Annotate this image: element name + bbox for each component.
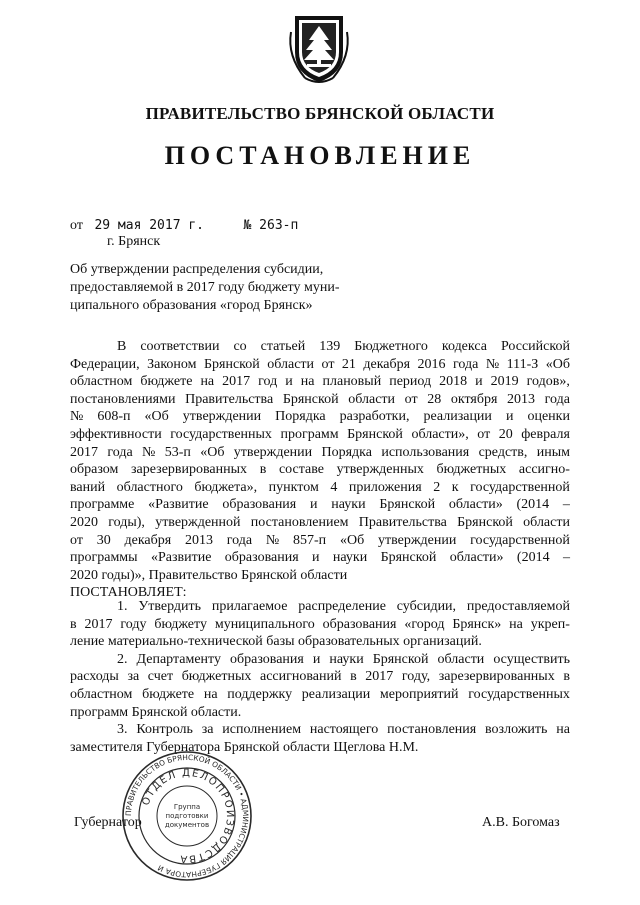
stamp-outer-text: ПРАВИТЕЛЬСТВО БРЯНСКОЙ ОБЛАСТИ • АДМИНИСТРАЦИЯ ГУБЕРНАТОРА И [123,752,251,880]
subject-line: ципального образования «город Брянск» [70,298,313,313]
text-line: эффективности государственных программ Брянской области», от 20 февраля [70,426,570,442]
stamp-center-line: документов [164,821,210,829]
subject-line: предоставляемой в 2017 году бюджету муни- [70,280,340,295]
from-label: от [70,218,83,233]
subject-line: Об утверждении распределения субсидии, [70,262,324,277]
text-line: В соответствии со статьей 139 Бюджетного кодекса Российской [117,339,570,354]
government-name: ПРАВИТЕЛЬСТВО БРЯНСКОЙ ОБЛАСТИ [145,104,495,123]
text-line: постановлениями Правительства Брянской области от 28 октября 2013 года [70,391,570,407]
text-line: 3. Контроль за исполнением настоящего постановления возложить на [117,722,570,738]
text-line: ваний областного бюджета», пунктом 4 приложения 2 к государственной [70,479,570,495]
text-line: от 30 декабря 2013 года № 857-п «Об утверждении государственной [70,532,570,548]
document-date: 29 мая 2017 г. [94,218,205,233]
text-line: 2020 годы)», Правительство Брянской области [70,567,348,583]
document-type-title: ПОСТАНОВЛЕНИЕ [164,141,476,170]
text-line: в 2017 году бюджету муниципального образования «город Брянск» на укреп- [70,616,570,632]
signature-position: Губернатор [74,815,142,830]
text-line: программы «Развитие образования и науки Брянской области» (2014 – [70,550,570,566]
text-line: 2. Департаменту образования и науки Брянской области осуществить [117,651,570,667]
stamp-inner-text: ОТДЕЛ ДЕЛОПРОИЗВОДСТВА [140,767,236,865]
text-line: № 608-п «Об утверждении Порядка разработки, реализации и оценки [70,409,570,425]
document-subject [70,261,370,315]
text-line: программе «Развитие образования и науки Брянской области» (2014 – [70,497,570,513]
resolution-paragraphs [70,598,570,756]
document-number: № 263-п [243,218,299,233]
text-line: 2017 года № 53-п «Об утверждении Порядка использования средств, иным [70,444,570,460]
stamp-center-line: Группа [173,803,201,811]
text-line: заместителя Губернатора Брянской области Щеглова Н.М. [70,739,419,755]
signature-name: А.В. Богомаз [482,815,560,830]
text-line: Федерации, Законом Брянской области от 21 декабря 2016 года № 111-З «Об [70,356,570,372]
date-number-line [70,218,298,234]
office-stamp [119,748,255,884]
text-line: областном бюджете на 2017 год и на плановый период 2018 и 2019 годов», [70,374,570,390]
text-line: 1. Утвердить прилагаемое распределение субсидии, предоставляемой [117,599,570,614]
preamble-paragraph [70,338,570,602]
text-line: программ Брянской области. [70,704,242,720]
city: г. Брянск [107,234,161,249]
text-line: образом зарезервированных в составе утвержденных бюджетных ассигно- [70,462,570,478]
text-line: ПОСТАНОВЛЯЕТ: [70,585,187,601]
stamp-center-line: подготовки [165,812,209,820]
text-line: расходы за счет бюджетных ассигнований в 2017 году, зарезервированных в [70,669,570,685]
text-line: 2020 годы), утвержденной постановлением Правительства Брянской области [70,514,570,530]
text-line: ление материально-технической базы образовательных организаций. [70,634,482,650]
bryansk-coat-of-arms-icon [285,12,353,86]
text-line: областном бюджете на поддержку реализации мероприятий государственных [70,686,570,702]
